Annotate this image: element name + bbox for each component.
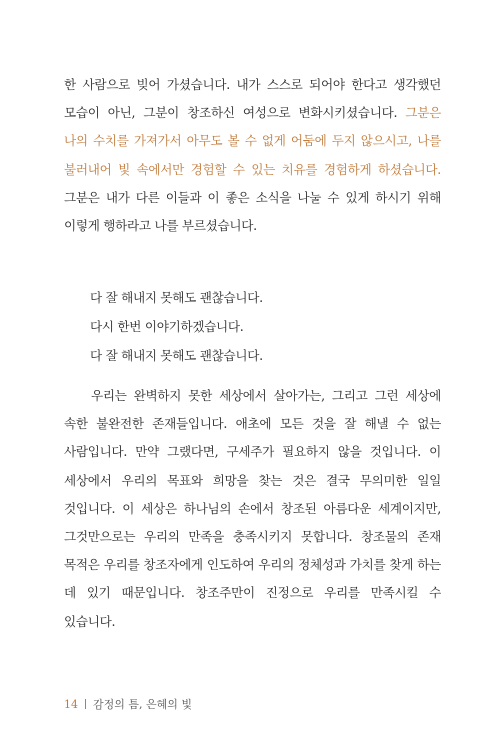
page-footer (64, 696, 192, 712)
paragraph-1-highlight: 그분은 나의 수치를 가져가서 아무도 볼 수 없게 어둠에 두지 않으시고, 나를 불러내어 빛 속에서만 경험할 수 있는 치유를 경험하게 하셨습니다. (64, 105, 441, 177)
quote-block (90, 284, 430, 370)
paragraph-1-tail: 그분은 내가 다른 이들과 이 좋은 소식을 나눌 수 있게 하시기 위해 이렇게 행하라고 나를 부르셨습니다. (64, 189, 441, 234)
paragraph-1-lead: 한 사람으로 빚어 가셨습니다. 내가 스스로 되어야 한다고 생각했던 모습이 아닌, 그분이 창조하신 여성으로 변화시키셨습니다. (64, 77, 441, 121)
quote-line: 다 잘 해내지 못해도 괜찮습니다. (90, 347, 263, 363)
page-number: 14 (64, 697, 78, 711)
book-title: 감정의 틈, 은혜의 빛 (93, 698, 192, 711)
paragraph-1 (64, 71, 441, 240)
footer-divider (85, 699, 86, 709)
quote-line: 다 잘 해내지 못해도 괜찮습니다. (90, 290, 263, 305)
quote-line: 다시 한번 이야기하겠습니다. (90, 318, 244, 334)
paragraph-3: 우리는 완벽하지 못한 세상에서 살아가는, 그리고 그런 세상에 속한 불완전한 존재들입니다. 애초에 모든 것을 잘 해낼 수 없는 사람입니다. 만약 그랬다면, 구세주가 필요하지 않을 것입니다. 이 세상에서 우리의 목표와 희망을 찾는 것은 결국 무의미한 일일 것입니다. 이 세상은 하나님의 손에서 창조된 아름다운 세계이지만, 그것만으로는 우리의 만족을 충족시키지 못합니다. 창조물의 존재 목적은 우리를 창조자에게 인도하여 우리의 정체성과 가치를 찾게 하는 데 있기 때문입니다. 창조주만이 진정으로 우리를 만족시킬 수 있습니다. (64, 388, 441, 629)
